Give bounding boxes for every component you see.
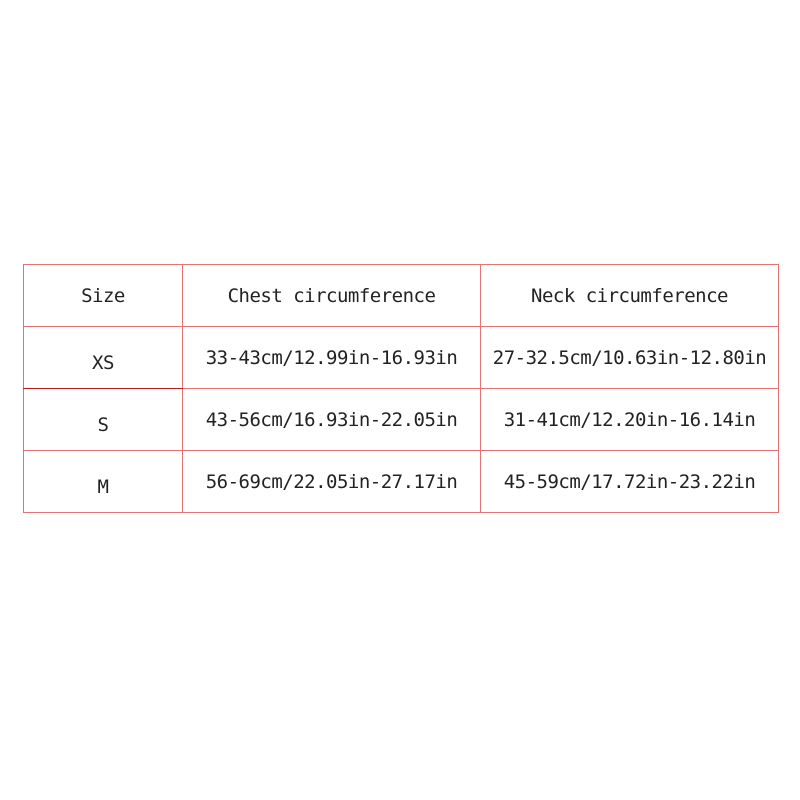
size-label: M [97,475,109,498]
size-label: XS [92,351,114,374]
header-neck-circumference: Neck circumference [481,265,779,327]
header-chest-circumference: Chest circumference [183,265,481,327]
chest-cell: 43-56cm/16.93in-22.05in [183,389,481,451]
size-cell [24,327,183,389]
chest-cell: 33-43cm/12.99in-16.93in [183,327,481,389]
size-cell [24,389,183,451]
size-chart-table [23,264,779,513]
chest-cell: 56-69cm/22.05in-27.17in [183,451,481,513]
size-label: S [97,413,109,436]
neck-cell: 27-32.5cm/10.63in-12.80in [481,327,779,389]
neck-cell: 31-41cm/12.20in-16.14in [481,389,779,451]
table-header-row [24,265,779,327]
table-row [24,327,779,389]
table-row [24,451,779,513]
neck-cell: 45-59cm/17.72in-23.22in [481,451,779,513]
table-row [24,389,779,451]
size-cell [24,451,183,513]
header-size: Size [24,265,183,327]
